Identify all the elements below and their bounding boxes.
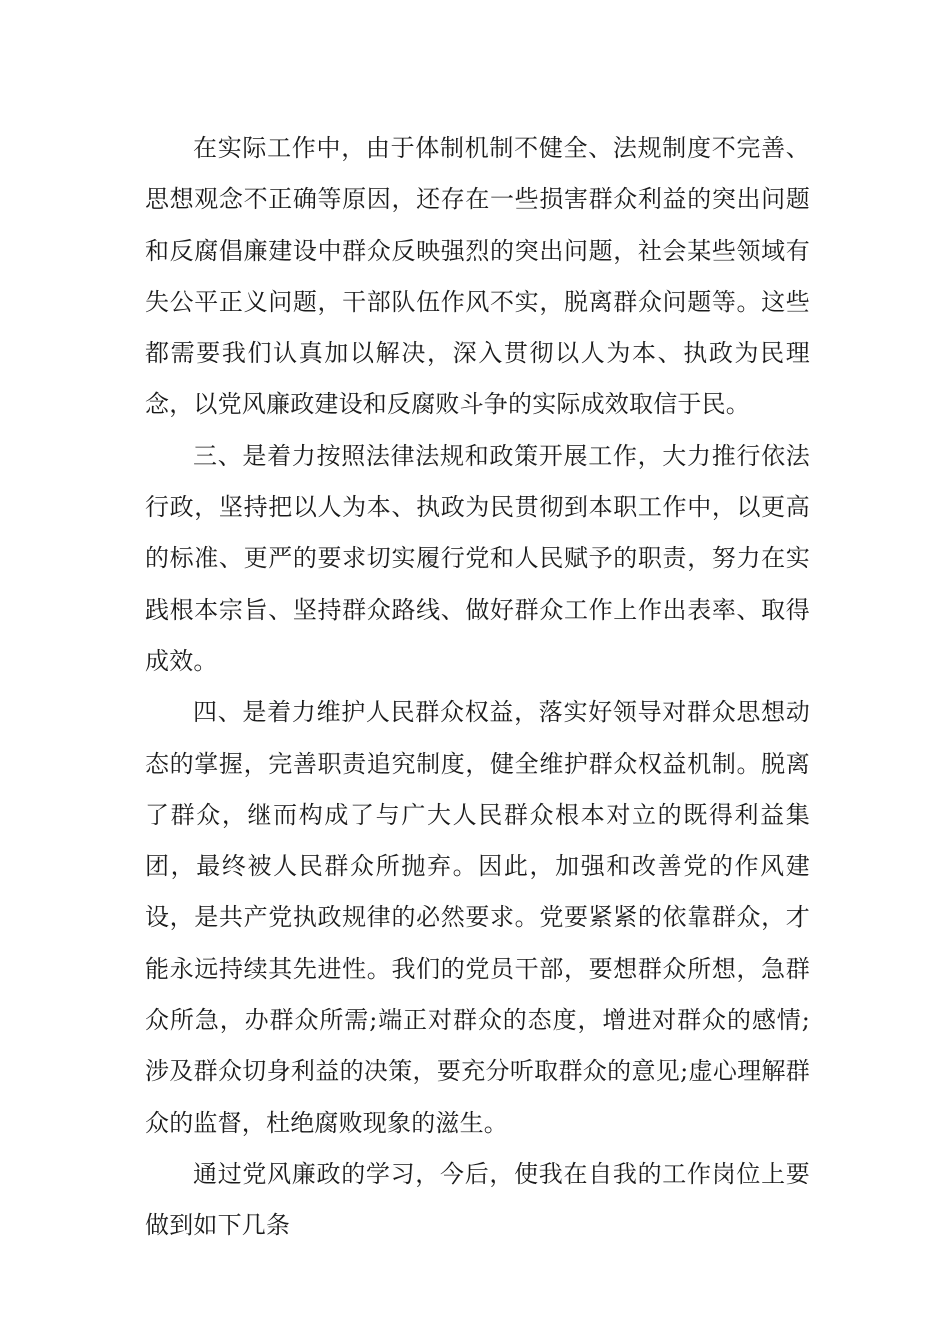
paragraph-point-four: 四、是着力维护人民群众权益，落实好领导对群众思想动态的掌握，完善职责追究制度，健全维护群众权益机制。脱离了群众，继而构成了与广大人民群众根本对立的既得利益集团，最终被人民群众所抛弃。因此，加强和改善党的作风建设，是共产党执政规律的必然要求。党要紧紧的依靠群众，才能永远持续其先进性。我们的党员干部，要想群众所想，急群众所急，办群众所需;端正对群众的态度，增进对群众的感情;涉及群众切身利益的决策，要充分听取群众的意见;虚心理解群众的监督，杜绝腐败现象的滋生。 bbox=[145, 698, 810, 1137]
paragraph-problems: 在实际工作中，由于体制机制不健全、法规制度不完善、思想观念不正确等原因，还存在一些损害群众利益的突出问题和反腐倡廉建设中群众反映强烈的突出问题，社会某些领域有失公平正义问题，干部队伍作风不实，脱离群众问题等。这些都需要我们认真加以解决，深入贯彻以人为本、执政为民理念，以党风廉政建设和反腐败斗争的实际成效取信于民。 bbox=[145, 134, 810, 419]
paragraph-conclusion: 通过党风廉政的学习，今后，使我在自我的工作岗位上要做到如下几条 bbox=[145, 1159, 810, 1240]
document-body bbox=[145, 123, 810, 1252]
paragraph-point-three: 三、是着力按照法律法规和政策开展工作，大力推行依法行政，坚持把以人为本、执政为民贯彻到本职工作中，以更高的标准、更严的要求切实履行党和人民赋予的职责，努力在实践根本宗旨、坚持群众路线、做好群众工作上作出表率、取得成效。 bbox=[145, 441, 810, 675]
